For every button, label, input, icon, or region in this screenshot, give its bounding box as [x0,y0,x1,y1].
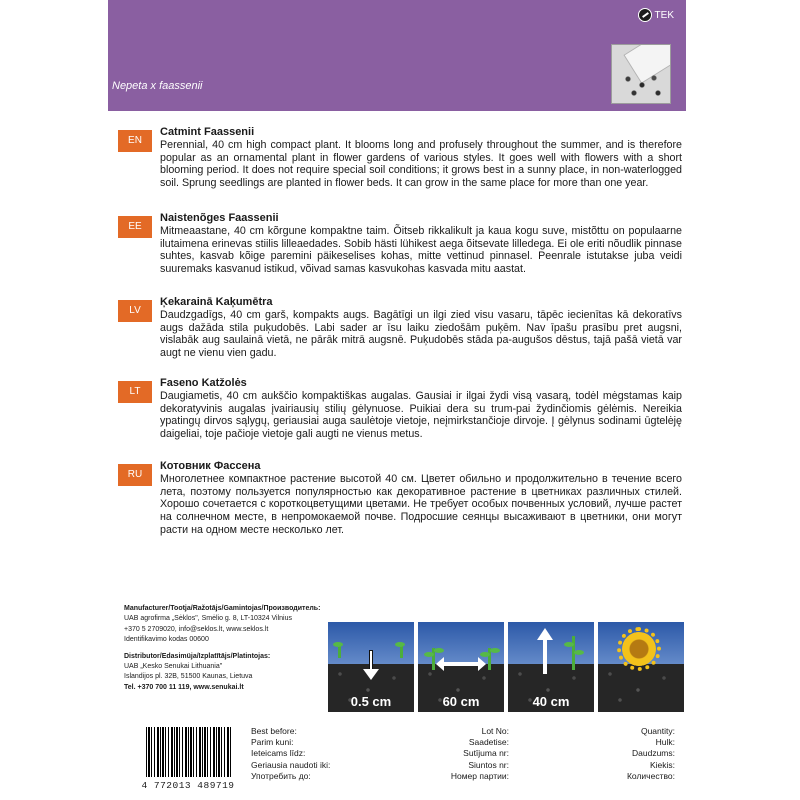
seeds-image [618,73,668,101]
plant-title-ru: Котовник Фассена [160,460,261,472]
plant-title-en: Catmint Faassenii [160,126,255,138]
plant-title-ee: Naistenõges Faassenii [160,212,279,224]
lot-number-labels [429,726,509,782]
packet-header [108,0,686,111]
plant-spacing-caption: 60 cm [442,694,480,709]
distributor-address: Islandijos pl. 32B, 51500 Kaunas, Lietuva [124,673,253,681]
lang-badge-ee: EE [118,216,152,238]
plant-title-lv: Ķekarainā Kaķumētra [160,296,273,308]
arrow-down-icon [365,650,377,680]
barcode-number: 4 772013 489719 [141,780,235,791]
best-before-labels [251,726,341,782]
plant-height-panel [508,622,594,712]
quantity-label: Hulk: [655,737,675,748]
manufacturer-name: UAB agrofirma „Sėklos", Smėlio g. 8, LT-10324 Vilnius [124,615,292,623]
best-before-label: Best before: [251,726,297,736]
manufacturer-contact: +370 5 2709020, info@seklos.lt, www.seklos.lt [124,625,269,633]
quantity-label: Kiekis: [649,759,675,770]
brand-name: TEK [654,9,674,21]
quantity-label: Quantity: [640,726,675,736]
lang-badge-lv: LV [118,300,152,322]
leaf-icon [424,652,434,657]
best-before-label: Употребить до: [251,770,311,781]
plant-spacing-panel [418,622,504,712]
sowing-depth-caption: 0.5 cm [350,694,392,709]
barcode-bars [146,727,232,777]
seed-photo [611,44,671,104]
lot-number-label: Saadetise: [468,737,509,748]
plant-description-lv: Daudzgadīgs, 40 cm garš, kompakts augs. Bagātīgi un ilgi zied visu vasaru, tāpēc iecienītas kā dekoratīvs augs dažāda stila puķudobēs. Labi sader ar īsu laiku ziedošām puķēm. Nav īpašu prasību pret augsni, vislabāk aug saulainā vietā, ne pārāk mitrā augsnē. Puķudobēs stāda pa-augušos dēstus, tajā pašā vietā var augt ne vienu vien gadu. [160,309,682,360]
lot-number-label: Lot No: [481,726,509,736]
leaf-icon [333,642,343,647]
distributor-contact: Tel. +370 700 11 119, www.senukai.lt [124,683,244,691]
plant-description-ru: Многолетнее компактное растение высотой 40 см. Цветет обильно и продолжительно в течение всего лета, поэтому пользуется популярностью как декоративное растение в цветниках различных стилей. Хорошо сочетается с короткоцветущими цветами. Не требует особых почвенных условий, лучше растет на солнечном месте, в непромокаемой почве. Подросшие сеянцы высаживают в цветники, они могут расти на одном месте несколько лет. [160,473,682,536]
plant-description-en: Perennial, 40 cm high compact plant. It blooms long and profusely throughout the summer, and is therefore popular as an ornamental plant in flower gardens of various styles. It goes well with flowers with a short blooming period. It does not require special soil conditions; it grows best in a sunny place, in non-waterlogged soil. Sprung seedlings are planted in flower beds. It can grow in the same place for more than one year. [160,139,682,190]
sunflower-icon [622,632,656,666]
lot-number-label: Sutījuma nr: [463,748,509,759]
leaf-icon [574,650,584,655]
manufacturer-info [124,604,334,693]
plant-description-lt: Daugiametis, 40 cm aukščio kompaktiškas augalas. Gausiai ir ilgai žydi visą vasarą, todėl mėgstamas kaip dekoratyvinis augalas įvairiausių stilių gėlynuose. Puikiai dera su trum-pai žydinčiomis gėlėmis. Nereikia ypatingų dirvos sąlygų, geriausiai auga saulėtoje vietoje, neįmirkstančioje dirvoje. Į gėlynus sodinami ūgtelėję daigeliai, toje pačioje vietoje gali augti ne vienus metus. [160,390,682,441]
leaf-icon [434,648,444,653]
manufacturer-label: Manufacturer/Tootja/Ražotājs/Gamintojas/Производитель: [124,605,321,612]
leaf-icon [395,642,405,647]
lang-badge-en: EN [118,130,152,152]
brand-logo [638,8,674,22]
seed-packet-back [108,0,686,800]
leaf-icon [490,648,500,653]
plant-description-ee: Mitmeaastane, 40 cm kõrgune kompaktne taim. Õitseb rikkalikult ja kaua kogu suve, mistõttu on populaarne ilutaimena erinevas stiilis lilleaedades. Sobib hästi lühikest aega õitsevate lilledega. Ei ole eriti nõudlik pinnase suhtes, kasvab kõige paremini päikeselises kohas, mitte vettinud pinnasel. Peenrale istutakse juba veidi suuremaks kasvanud istikud, võivad samas kasvukohas kasvada mitu aastat. [160,225,682,276]
soil-image [598,664,684,712]
best-before-label: Ieteicams līdz: [251,748,306,759]
arrow-horizontal-icon [442,662,480,666]
quantity-label: Количество: [626,770,675,781]
distributor-name: UAB „Kesko Senukai Lithuania" [124,663,223,671]
latin-name: Nepeta x faassenii [112,80,203,92]
growing-icons [328,622,684,712]
lot-number-label: Номер партии: [450,770,509,781]
lot-number-label: Siuntos nr: [468,759,509,770]
distributor-label: Distributor/Edasimüja/Izplatītājs/Platintojas: [124,652,271,660]
leaf-icon [564,642,574,647]
best-before-label: Geriausia naudoti iki: [251,759,331,770]
manufacturer-id: Identifikavimo kodas 00600 [124,636,209,644]
plant-title-lt: Faseno Katžolės [160,377,247,389]
plant-height-caption: 40 cm [532,694,570,709]
arrow-up-icon [538,628,552,674]
barcode [140,725,236,791]
sunny-position-panel [598,622,684,712]
lang-badge-ru: RU [118,464,152,486]
quantity-label: Daudzums: [632,748,675,759]
best-before-label: Parim kuni: [251,737,294,748]
leaf-logo-icon [638,8,652,22]
quantity-labels [565,726,675,782]
sowing-depth-panel [328,622,414,712]
lang-badge-lt: LT [118,381,152,403]
